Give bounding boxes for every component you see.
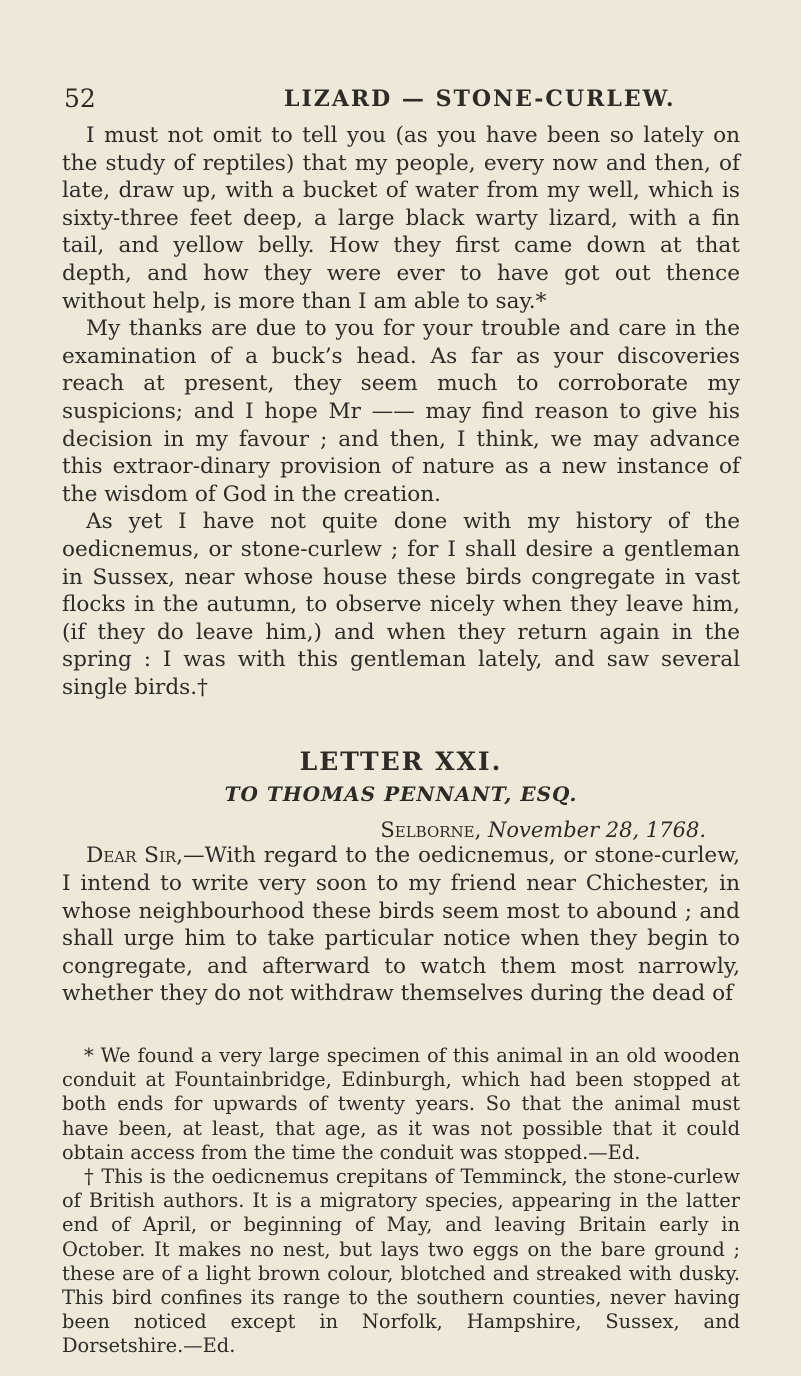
- paragraph-stone-curlew: As yet I have not quite done with my history of the oedicnemus, or stone-curlew ; for I shall desire a gentleman in Sussex, near whose house these birds congregate in vast flocks in the autumn, to observe nicely when they leave him, (if they do leave him,) and when they return again in the spring : I was with this gentleman lately, and saw several single birds.†: [62, 509, 740, 700]
- footnote-lizard: * We found a very large specimen of this animal in an old wooden conduit at Fountainbridge, Edinburgh, which had been stopped at both ends for upwards of twenty years. So that the animal must have been, at least, that age, as it was not possible that it could obtain access from the time the conduit was stopped.—Ed.: [62, 1044, 740, 1164]
- running-title: LIZARD — STONE-CURLEW.: [284, 86, 676, 112]
- letter-place: Selborne,: [380, 818, 482, 843]
- letter-date: November 28, 1768.: [488, 818, 706, 843]
- footnotes: [62, 1044, 740, 1359]
- paragraph-lizard: I must not omit to tell you (as you have been so lately on the study of reptiles) that my people, every now and then, of late, draw up, with a bucket of water from my well, which is sixty-three feet deep, a large black warty lizard, with a fin tail, and yellow belly. How they first came down at that depth, and how they were ever to have got out thence without help, is more than I am able to say.*: [62, 123, 740, 314]
- letter-opening-paragraph: [62, 842, 740, 1008]
- paragraph-buck-head: My thanks are due to you for your trouble and care in the examination of a buck’s head. As far as your discoveries reach at present, they seem much to corroborate my suspicions; and I hope Mr —— may find reason to give his decision in my favour ; and then, I think, we may advance this extraor-dinary provision of nature as a new instance of the wisdom of God in the creation.: [62, 316, 740, 507]
- page-header: [64, 84, 741, 120]
- letter-dateline: [62, 818, 740, 842]
- letter-salutation: Dear Sir,: [86, 843, 184, 869]
- letter-recipient: TO THOMAS PENNANT, ESQ.: [224, 782, 578, 807]
- page-number: 52: [64, 84, 96, 113]
- main-text: [62, 122, 740, 1359]
- letter-heading: LETTER XXI.: [299, 747, 503, 777]
- letter-opening-text: —With regard to the oedicnemus, or stone-curlew, I intend to write very soon to my friend near Chichester, in whose neighbourhood these birds seem most to abound ; and shall urge him to take particular notice when they begin to congregate, and afterward to watch them most narrowly, whether they do not withdraw themselves during the dead of: [62, 843, 740, 1007]
- footnote-stone-curlew: † This is the oedicnemus crepitans of Temminck, the stone-curlew of British authors. It is a migratory species, appearing in the latter end of April, or beginning of May, and leaving Britain early in October. It makes no nest, but lays two eggs on the bare ground ; these are of a light brown colour, blotched and streaked with dusky. This bird confines its range to the southern counties, never having been noticed except in Norfolk, Hampshire, Sussex, and Dorsetshire.—Ed.: [62, 1165, 740, 1358]
